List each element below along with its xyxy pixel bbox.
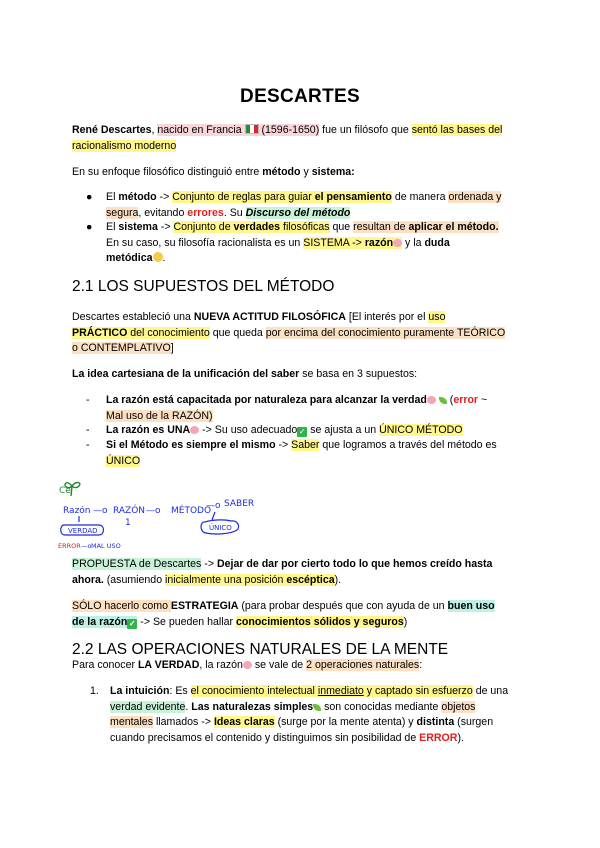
text: [El interés por el: [345, 311, 429, 323]
handwritten-one: 1: [125, 518, 131, 528]
text: nacido en Francia: [157, 124, 245, 136]
dash-marker: -: [86, 424, 90, 436]
text: son conocidas mediante: [321, 700, 442, 713]
text: y captado sin esfuerzo: [363, 685, 473, 697]
text: ahora.: [72, 573, 104, 586]
highlight: objetos: [441, 700, 476, 713]
highlight: [72, 558, 201, 570]
highlight: [165, 574, 335, 586]
text: escéptica: [286, 573, 335, 586]
supuesto-text: [106, 438, 532, 469]
text: ->: [156, 191, 173, 203]
text: método: [118, 191, 157, 203]
leaf-icon: [313, 704, 321, 711]
text: (surgen: [454, 716, 494, 728]
highlight: ÚNICO MÉTODO: [379, 424, 463, 436]
brain-icon: [427, 396, 436, 404]
text: LA VERDAD: [137, 659, 200, 671]
text: NUEVA ACTITUD FILOSÓFICA: [193, 311, 346, 323]
text: de Descartes: [135, 558, 202, 570]
highlight: segura: [106, 206, 139, 219]
thinking-face-icon: [153, 252, 163, 262]
dash-marker: -: [86, 394, 90, 406]
text-sistema: sistema:: [311, 166, 355, 178]
section1-paragraph-1: [72, 310, 530, 357]
text: ~: [478, 394, 488, 406]
text: El: [106, 221, 119, 233]
highlight-born-france: [157, 124, 319, 136]
text: Conjunto de reglas para guiar: [172, 191, 315, 203]
section2-paragraph-1: [72, 658, 530, 674]
handwritten-arrow-3: —o: [206, 501, 221, 511]
text: La intuición: [110, 685, 170, 697]
text: Conjunto de: [173, 221, 234, 233]
text: -> Su uso adecuado: [199, 424, 298, 436]
text: En su enfoque filosófico distinguió entre: [72, 166, 263, 178]
text: ).: [457, 731, 464, 744]
text: se vale de: [251, 659, 307, 671]
number-marker: 1.: [90, 685, 99, 697]
text: (1596-1650): [261, 124, 320, 136]
handwritten-arrow-2: —o: [146, 506, 161, 516]
highlight: o CONTEMPLATIVO: [72, 342, 171, 354]
text: Dejar de dar por cierto todo lo que hemos creído hasta: [216, 558, 493, 570]
text: ): [403, 615, 408, 628]
text: fue un filósofo que: [319, 124, 412, 136]
text: SISTEMA ->: [303, 236, 365, 249]
handwritten-unico: ÚNICO: [209, 524, 232, 532]
text: y la: [402, 236, 425, 249]
text: (surge por la mente atenta) y: [274, 716, 417, 728]
text: En su caso, su filosofía racionalista es un: [106, 236, 304, 249]
dash-marker: -: [86, 439, 90, 451]
check-icon: ✓: [128, 618, 136, 628]
highlight: ÚNICO: [106, 454, 141, 467]
text: llamados ->: [153, 716, 214, 728]
brain-icon: [190, 426, 199, 434]
section1-paragraph-2: [72, 367, 530, 383]
text: que logramos a través del método es: [319, 439, 497, 451]
highlight-bases: sentó las bases del: [411, 124, 503, 136]
highlight-racionalismo: racionalismo moderno: [72, 139, 177, 152]
handwritten-metodo: MÉTODO: [171, 506, 212, 516]
supuesto-text: [106, 393, 532, 424]
highlight: Ideas claras: [213, 716, 275, 728]
highlight: mentales: [110, 716, 153, 728]
handwritten-saber: SABER: [224, 499, 255, 509]
text: . Su: [223, 206, 246, 219]
text: se ajusta a un: [307, 424, 380, 436]
text: de la razón: [72, 615, 128, 628]
section-heading-2-1: 2.1 LOS SUPUESTOS DEL MÉTODO: [72, 278, 335, 295]
highlight: [72, 616, 137, 628]
section1-paragraph-4: [72, 599, 530, 630]
text: (: [446, 394, 454, 406]
operacion-text: [110, 684, 530, 746]
text: sistema: [118, 221, 158, 233]
text: La razón está capacitada por naturaleza para alcanzar la verdad: [106, 394, 427, 406]
highlight: [353, 221, 498, 233]
text: se basa en 3 supuestos:: [299, 368, 418, 380]
handwritten-arrow-1: —o: [93, 506, 108, 516]
text-metodo: método: [262, 166, 301, 178]
highlight: Mal uso de la RAZÓN): [106, 409, 213, 422]
highlight: [72, 327, 210, 339]
text: duda: [424, 236, 450, 249]
bullet-text: [106, 190, 532, 221]
bullet-text: El sistema -> Conjunto de verdades filosóficas que resultan de aplicar el método. En su caso, su filosofía racionalista es un SISTEMA -> razón y la duda metódica .: [106, 221, 499, 264]
text: ).: [334, 573, 342, 586]
text: de manera: [391, 191, 449, 203]
text: aplicar el método.: [408, 221, 499, 233]
handwritten-razon-lower: Razón: [63, 506, 91, 516]
brain-icon: [393, 239, 402, 247]
bullet-dot-icon: ●: [86, 191, 93, 203]
highlight: buen uso: [447, 600, 495, 612]
highlight: por encima del conocimiento puramente TEÓRICO: [265, 326, 506, 339]
text-rene-descartes: René Descartes: [72, 124, 152, 136]
text: ]: [170, 342, 174, 354]
text: Si el Método es siempre el mismo: [106, 439, 276, 451]
error-text: ERROR: [419, 731, 458, 744]
highlight: [191, 685, 473, 697]
text: Las naturalezas simples: [191, 700, 314, 713]
text: el conocimiento intelectual: [190, 685, 318, 697]
text: ESTRATEGIA: [170, 600, 239, 612]
text: , evitando: [138, 206, 188, 219]
highlight: SÓLO hacerlo como: [72, 600, 171, 612]
intro-paragraph-2: [72, 165, 530, 181]
handwritten-error: ERROR: [58, 542, 81, 550]
section1-paragraph-3: [72, 557, 530, 588]
text: La razón es UNA: [106, 424, 191, 436]
handwritten-mal-uso: MAL USO: [91, 542, 121, 550]
text: :: [419, 659, 423, 671]
highlight: [303, 237, 402, 249]
text: filosóficas: [280, 221, 330, 233]
text: ->: [201, 558, 217, 570]
text: La idea cartesiana de la unificación del saber: [72, 368, 300, 380]
text: metódica: [106, 252, 153, 264]
section-heading-2-2: 2.2 LAS OPERACIONES NATURALES DE LA MENTE: [72, 641, 449, 658]
text: : Es: [169, 685, 191, 697]
text: que: [329, 221, 354, 233]
text: ->: [157, 221, 174, 233]
text: .: [185, 700, 192, 713]
sketch-arrow-down-2: [212, 512, 215, 520]
text: Para conocer: [72, 659, 138, 671]
highlight: uso: [428, 311, 446, 323]
text: del conocimiento: [127, 326, 210, 339]
highlight: [172, 191, 392, 203]
text: ,: [151, 124, 158, 136]
highlight: ordenada y: [448, 191, 502, 203]
text: PROPUESTA: [72, 558, 136, 570]
text: Descartes estableció una: [72, 311, 194, 323]
handwritten-arrow-4: —o: [81, 542, 92, 550]
check-icon: ✓: [298, 427, 306, 436]
text: de una: [472, 685, 509, 697]
text: PRÁCTICO: [72, 326, 128, 339]
text: inicialmente una posición: [165, 573, 287, 586]
text: El: [106, 191, 119, 203]
text: resultan de: [353, 221, 409, 233]
text: distinta: [416, 716, 455, 728]
supuesto-text: [106, 423, 532, 439]
text: que queda: [209, 326, 266, 339]
error-text: errores: [187, 206, 224, 219]
handwritten-sketch: [55, 478, 295, 558]
leaf-icon: [439, 397, 447, 404]
text: y: [300, 166, 312, 178]
handwritten-verdad: VERDAD: [68, 527, 98, 535]
text: ->: [275, 439, 292, 451]
highlight: Saber: [291, 439, 320, 451]
text: el pensamiento: [314, 191, 392, 203]
discurso-del-metodo: Discurso del método: [245, 206, 351, 219]
highlight: 2 operaciones naturales: [306, 659, 420, 671]
error-text: error: [453, 394, 479, 406]
text: verdades: [233, 221, 281, 233]
highlight: [173, 221, 329, 233]
italy-flag-icon: [245, 124, 259, 134]
highlight: conocimientos sólidos y seguros: [236, 615, 404, 628]
text: razón: [364, 236, 394, 249]
intro-paragraph: [72, 123, 530, 154]
text: , la razón: [199, 659, 243, 671]
highlight: verdad evidente: [110, 700, 186, 713]
brain-icon: [243, 661, 252, 669]
handwritten-razon: RAZÓN: [113, 506, 146, 516]
text: (para probar después que con ayuda de un: [238, 600, 448, 612]
text: (asumiendo: [103, 573, 166, 586]
text: cuando precisamos el contenido y distinguimos sin posibilidad de: [110, 731, 420, 744]
document-title: DESCARTES: [240, 86, 360, 107]
handwritten-ce: Ce: [59, 486, 71, 496]
bullet-dot-icon: ●: [86, 221, 93, 233]
text: -> Se pueden hallar: [137, 615, 236, 628]
text: inmediato: [317, 685, 364, 697]
